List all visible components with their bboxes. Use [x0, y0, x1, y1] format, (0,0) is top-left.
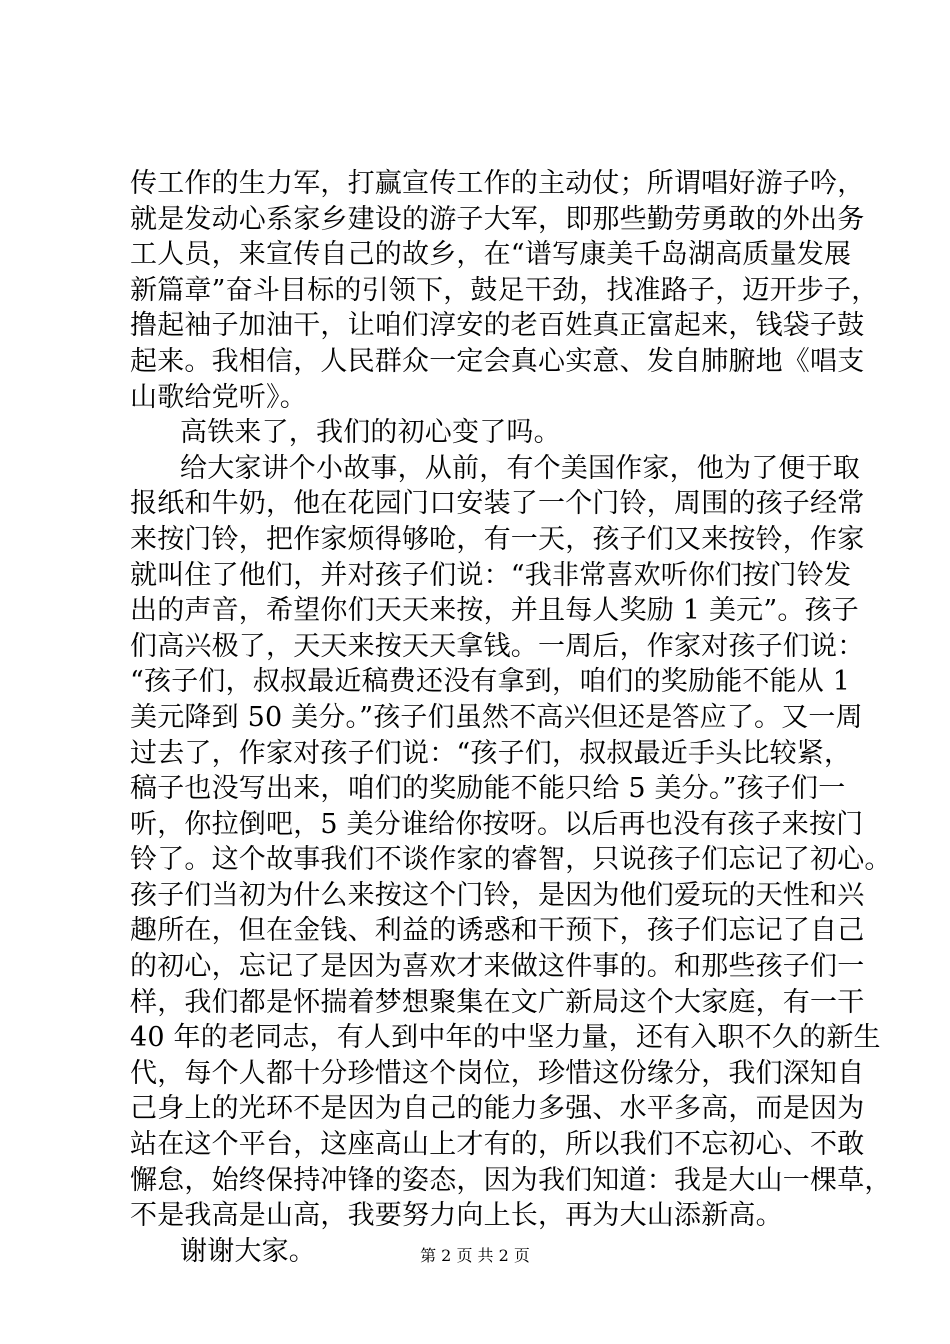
text-line: 不是我高是山高，我要努力向上长，再为大山添新高。: [130, 1200, 783, 1232]
text-line: 孩子们当初为什么来按这个门铃，是因为他们爱玩的天性和兴: [130, 879, 865, 911]
text-line: 起来。我相信，人民群众一定会真心实意、发自肺腑地《唱支: [130, 345, 865, 377]
text-line: 懈怠，始终保持冲锋的姿态，因为我们知道：我是大山一棵草，: [130, 1164, 892, 1196]
text-line: 40 年的老同志，有人到中年的中坚力量，还有入职不久的新生: [130, 1022, 881, 1054]
text-line: 趣所在，但在金钱、利益的诱惑和干预下，孩子们忘记了自己: [130, 915, 865, 947]
body-text: [130, 166, 892, 1269]
text-line: 传工作的生力军，打赢宣传工作的主动仗；所谓唱好游子吟，: [130, 168, 865, 199]
text-line: “孩子们，叔叔最近稿费还没有拿到，咱们的奖励能不能从 1: [130, 666, 851, 698]
text-line: 站在这个平台，这座高山上才有的，所以我们不忘初心、不敢: [130, 1129, 865, 1161]
text-line: 报纸和牛奶，他在花园门口安装了一个门铃，周围的孩子经常: [130, 488, 865, 520]
text-line: 样，我们都是怀揣着梦想聚集在文广新局这个大家庭，有一干: [130, 986, 865, 1018]
text-line: 工人员，来宣传自己的故乡，在“谱写康美千岛湖高质量发展: [130, 239, 852, 271]
text-line: 就是发动心系家乡建设的游子大军，即那些勤劳勇敢的外出务: [130, 203, 865, 235]
text-line: 的初心，忘记了是因为喜欢才来做这件事的。和那些孩子们一: [130, 951, 865, 983]
text-line: 高铁来了，我们的初心变了吗。: [180, 417, 561, 449]
text-line: 听，你拉倒吧，5 美分谁给你按呀。以后再也没有孩子来按门: [130, 808, 864, 840]
text-line: 美元降到 50 美分。”孩子们虽然不高兴但还是答应了。又一周: [130, 701, 863, 733]
text-line: 己身上的光环不是因为自己的能力多强、水平多高，而是因为: [130, 1093, 865, 1125]
text-line: 过去了，作家对孩子们说：“孩子们，叔叔最近手头比较紧，: [130, 737, 852, 769]
text-line: 们高兴极了，天天来按天天拿钱。一周后，作家对孩子们说：: [130, 630, 865, 662]
text-line: 山歌给党听》。: [130, 381, 307, 413]
text-line: 铃了。这个故事我们不谈作家的睿智，只说孩子们忘记了初心。: [130, 844, 892, 876]
text-line: 谢谢大家。: [180, 1235, 316, 1267]
text-line: 来按门铃，把作家烦得够呛，有一天，孩子们又来按铃，作家: [130, 523, 865, 555]
text-line: 代，每个人都十分珍惜这个岗位，珍惜这份缘分，我们深知自: [130, 1057, 865, 1089]
page-footer: 第 2 页 共 2 页: [420, 1246, 530, 1265]
text-line: 撸起袖子加油干，让咱们淳安的老百姓真正富起来，钱袋子鼓: [130, 310, 865, 342]
text-line: 新篇章”奋斗目标的引领下，鼓足干劲，找准路子，迈开步子，: [130, 274, 879, 306]
text-line: 给大家讲个小故事，从前，有个美国作家，他为了便于取: [180, 452, 860, 484]
text-line: 就叫住了他们，并对孩子们说：“我非常喜欢听你们按门铃发: [130, 559, 852, 591]
text-line: 稿子也没写出来，咱们的奖励能不能只给 5 美分。”孩子们一: [130, 773, 846, 805]
text-line: 出的声音，希望你们天天来按，并且每人奖励 1 美元”。孩子: [130, 595, 859, 627]
